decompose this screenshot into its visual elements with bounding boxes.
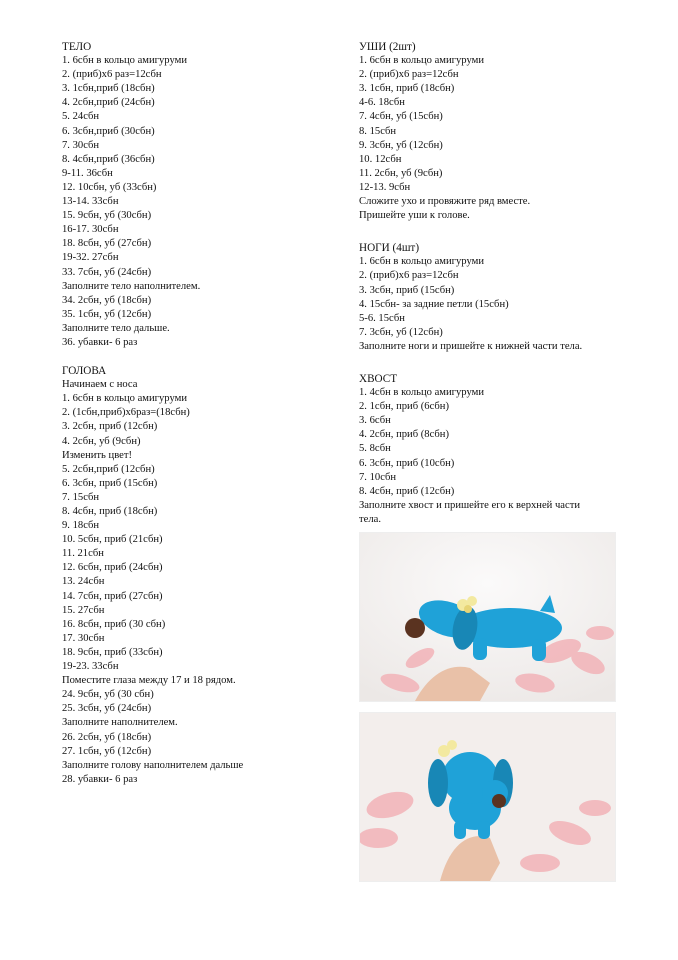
toy-photo-side	[359, 532, 616, 702]
pattern-row: 4. 15сбн- за задние петли (15сбн)	[359, 298, 509, 310]
pattern-row: 27. 1сбн, уб (12сбн)	[62, 745, 152, 757]
pattern-row: 10. 12сбн	[359, 153, 402, 165]
pattern-row: 3. 2сбн, приб (12сбн)	[62, 421, 158, 433]
pattern-row: 25. 3сбн, уб (24сбн)	[62, 703, 152, 715]
pattern-row: 36. убавки- 6 раз	[62, 336, 138, 348]
pattern-row: 2. (приб)х6 раз=12сбн	[62, 69, 162, 81]
pattern-row: 13. 24сбн	[62, 576, 105, 588]
pattern-row: 3. 1сбн,приб (18сбн)	[62, 83, 155, 95]
pattern-row: 2. 1сбн, приб (6сбн)	[359, 401, 449, 413]
pattern-row: 9-11. 36сбн	[62, 167, 113, 179]
pattern-row: 9. 3сбн, уб (12сбн)	[359, 139, 443, 151]
pattern-row: 13-14. 33сбн	[62, 196, 119, 208]
pattern-row: 33. 7сбн, уб (24сбн)	[62, 266, 152, 278]
legs-section-title: НОГИ (4шт)	[359, 242, 420, 255]
pattern-row: 12. 6сбн, приб (24сбн)	[62, 562, 163, 574]
pattern-row: Заполните тело дальше.	[62, 322, 170, 334]
ears-section-title: УШИ (2шт)	[359, 41, 416, 53]
pattern-row: 3. 3сбн, приб (15сбн)	[359, 284, 455, 296]
pattern-row: 19-32. 27сбн	[62, 252, 119, 264]
pattern-row: 19-23. 33сбн	[62, 661, 119, 673]
pattern-row: 1. 4сбн в кольцо амигуруми	[359, 387, 484, 399]
pattern-row: 12. 10сбн, уб (33сбн)	[62, 181, 157, 193]
left-column	[62, 40, 332, 787]
pattern-row: Заполните тело наполнителем.	[62, 280, 201, 292]
body-section	[62, 40, 332, 350]
pattern-row: тела.	[359, 513, 381, 525]
tail-section-title: ХВОСТ	[359, 372, 398, 385]
pattern-row: Пришейте уши к голове.	[359, 210, 470, 222]
pattern-row: 28. убавки- 6 раз	[62, 773, 138, 785]
ears-rows	[359, 54, 619, 223]
pattern-row: 7. 30сбн	[62, 139, 100, 151]
pattern-row: 11. 2сбн, уб (9сбн)	[359, 167, 443, 179]
tail-rows	[359, 386, 619, 527]
pattern-row: 11. 21сбн	[62, 548, 104, 560]
pattern-row: 2. (1сбн,приб)х6раз=(18сбн)	[62, 407, 190, 419]
pattern-row: 1. 6сбн в кольцо амигуруми	[62, 393, 187, 405]
pattern-row: Начинаем с носа	[62, 379, 138, 391]
pattern-row: 24. 9сбн, уб (30 сбн)	[62, 689, 154, 701]
pattern-row: 35. 1сбн, уб (12сбн)	[62, 308, 152, 320]
pattern-row: 6. 3сбн, приб (15сбн)	[62, 477, 158, 489]
pattern-row: 7. 4сбн, уб (15сбн)	[359, 111, 443, 123]
pattern-row: 18. 9сбн, приб (33сбн)	[62, 646, 163, 658]
pattern-row: 16-17. 30сбн	[62, 224, 119, 236]
pattern-row: Поместите глаза между 17 и 18 рядом.	[62, 675, 236, 687]
pattern-row: 1. 6сбн в кольцо амигуруми	[359, 256, 484, 268]
pattern-row: 3. 1сбн, приб (18сбн)	[359, 83, 455, 95]
pattern-row: Заполните наполнителем.	[62, 717, 178, 729]
pattern-row: 4. 2сбн, приб (8сбн)	[359, 429, 449, 441]
pattern-row: Заполните хвост и пришейте его к верхней части	[359, 499, 581, 511]
pattern-row: 1. 6сбн в кольцо амигуруми	[359, 55, 484, 67]
pattern-row: 4-6. 18сбн	[359, 97, 405, 109]
pattern-row: 7. 10сбн	[359, 471, 397, 483]
pattern-row: 2. (приб)х6 раз=12сбн	[359, 69, 459, 81]
pattern-row: Изменить цвет!	[62, 449, 133, 461]
pattern-row: 6. 3сбн, приб (10сбн)	[359, 457, 455, 469]
pattern-row: 6. 3сбн,приб (30сбн)	[62, 125, 155, 137]
pattern-row: 5. 2сбн,приб (12сбн)	[62, 463, 155, 475]
pattern-row: 3. 6сбн	[359, 415, 391, 427]
pattern-row: 5. 24сбн	[62, 111, 100, 123]
ears-section	[359, 40, 619, 223]
pattern-row: 2. (приб)х6 раз=12сбн	[359, 270, 459, 282]
pattern-row: 7. 15сбн	[62, 491, 100, 503]
right-column	[359, 40, 619, 527]
pattern-row: 10. 5сбн, приб (21сбн)	[62, 534, 163, 546]
pattern-row: 9. 18сбн	[62, 520, 100, 532]
pattern-row: 8. 4сбн,приб (36сбн)	[62, 153, 155, 165]
toy-photo-front	[359, 712, 616, 882]
pattern-row: 26. 2сбн, уб (18сбн)	[62, 731, 152, 743]
pattern-row: Заполните ноги и пришейте к нижней части тела.	[359, 340, 583, 352]
tail-section	[359, 372, 619, 527]
pattern-row: 8. 15сбн	[359, 125, 397, 137]
pattern-row: 15. 9сбн, уб (30сбн)	[62, 210, 152, 222]
pattern-row: Заполните голову наполнителем дальше	[62, 759, 244, 771]
legs-rows	[359, 255, 619, 354]
pattern-row: 5. 8сбн	[359, 443, 391, 455]
pattern-row: 4. 2сбн,приб (24сбн)	[62, 97, 155, 109]
body-rows	[62, 54, 332, 350]
pattern-row: 34. 2сбн, уб (18сбн)	[62, 294, 152, 306]
pattern-row: 15. 27сбн	[62, 604, 105, 616]
pattern-row: 5-6. 15сбн	[359, 312, 405, 324]
pattern-row: 17. 30сбн	[62, 632, 105, 644]
pattern-row: 16. 8сбн, приб (30 сбн)	[62, 618, 166, 630]
head-rows	[62, 378, 332, 787]
pattern-row: 4. 2сбн, уб (9сбн)	[62, 435, 141, 447]
pattern-row: Сложите ухо и провяжите ряд вместе.	[359, 196, 531, 208]
pattern-row: 8. 4сбн, приб (12сбн)	[359, 485, 455, 497]
pattern-row: 18. 8сбн, уб (27сбн)	[62, 238, 152, 250]
pattern-row: 12-13. 9сбн	[359, 181, 411, 193]
head-section-title: ГОЛОВА	[62, 365, 107, 378]
head-section	[62, 364, 332, 787]
pattern-row: 14. 7сбн, приб (27сбн)	[62, 590, 163, 602]
pattern-row: 1. 6сбн в кольцо амигуруми	[62, 55, 187, 67]
pattern-row: 7. 3сбн, уб (12сбн)	[359, 326, 443, 338]
pattern-row: 8. 4сбн, приб (18сбн)	[62, 506, 158, 517]
body-section-title: ТЕЛО	[62, 41, 92, 53]
legs-section	[359, 241, 619, 354]
